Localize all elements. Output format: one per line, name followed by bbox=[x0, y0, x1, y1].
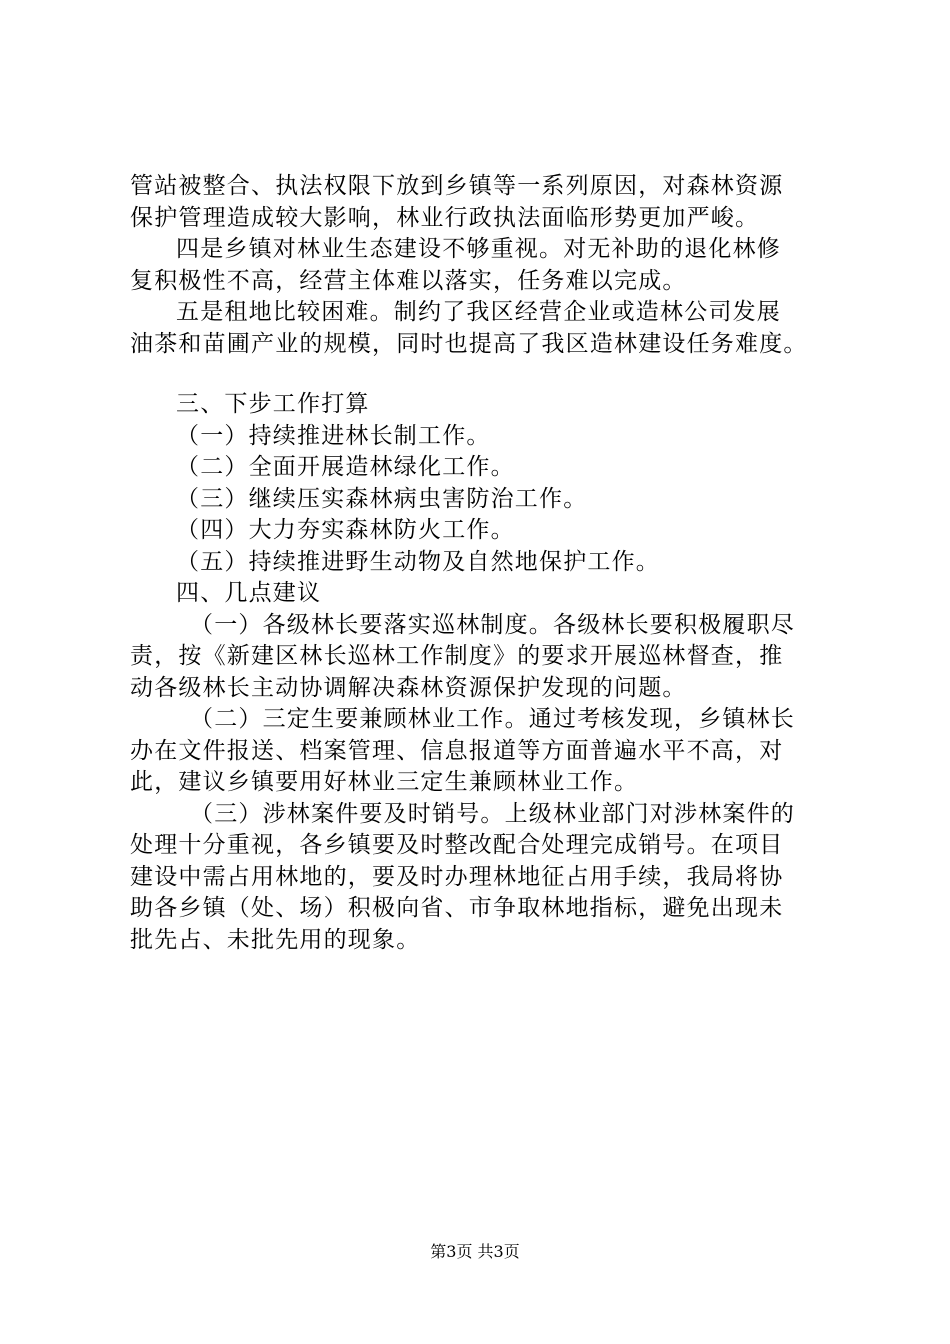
text-line: 办在文件报送、档案管理、信息报道等方面普遍水平不高，对 bbox=[130, 737, 784, 764]
text-line: 保护管理造成较大影响，林业行政执法面临形势更加严峻。 bbox=[130, 204, 760, 231]
text-line: 助各乡镇（处、场）积极向省、市争取林地指标，避免出现未 bbox=[130, 895, 784, 921]
list-item: （三）继续压实森林病虫害防治工作。 bbox=[176, 485, 588, 512]
paragraph-point-five bbox=[130, 297, 842, 360]
text-line: 建设中需占用林地的，要及时办理林地征占用手续，我局将协 bbox=[130, 863, 784, 890]
suggestion-paragraph bbox=[130, 704, 842, 799]
section-suggestions bbox=[130, 578, 842, 956]
list-item: （五）持续推进野生动物及自然地保护工作。 bbox=[176, 548, 660, 575]
text-line: 四是乡镇对林业生态建设不够重视。对无补助的退化林修 bbox=[176, 236, 781, 262]
text-line: 处理十分重视，各乡镇要及时整改配合处理完成销号。在项目 bbox=[130, 832, 784, 858]
document-body bbox=[130, 171, 842, 956]
text-line: （一）各级林长要落实巡林制度。各级林长要积极履职尽 bbox=[190, 611, 795, 638]
page-number: 第3页 共3页 bbox=[430, 1242, 520, 1261]
list-item: （一）持续推进林长制工作。 bbox=[176, 422, 491, 449]
text-line: （三）涉林案件要及时销号。上级林业部门对涉林案件的 bbox=[190, 800, 795, 827]
text-line: 复积极性不高，经营主体难以落实，任务难以完成。 bbox=[130, 267, 687, 294]
text-line: 管站被整合、执法权限下放到乡镇等一系列原因，对森林资源 bbox=[130, 173, 784, 199]
list-item: （四）大力夯实森林防火工作。 bbox=[176, 517, 515, 543]
section-next-steps bbox=[130, 389, 842, 578]
text-line: 此，建议乡镇要用好林业三定生兼顾林业工作。 bbox=[130, 769, 639, 795]
paragraph-enforcement bbox=[130, 171, 842, 234]
paragraph-point-four bbox=[130, 234, 842, 297]
text-line: 五是租地比较困难。制约了我区经营企业或造林公司发展 bbox=[176, 299, 781, 325]
list-item: （二）全面开展造林绿化工作。 bbox=[176, 454, 515, 480]
suggestion-paragraph bbox=[130, 610, 842, 705]
suggestion-paragraph bbox=[130, 799, 842, 957]
text-line: 批先占、未批先用的现象。 bbox=[130, 926, 421, 953]
text-line: 动各级林长主动协调解决森林资源保护发现的问题。 bbox=[130, 674, 687, 701]
text-line: 责，按《新建区林长巡林工作制度》的要求开展巡林督查，推 bbox=[130, 643, 784, 669]
section-heading: 四、几点建议 bbox=[176, 580, 322, 606]
text-line: 油茶和苗圃产业的规模，同时也提高了我区造林建设任务难度。 bbox=[130, 330, 808, 357]
text-line: （二）三定生要兼顾林业工作。通过考核发现，乡镇林长 bbox=[190, 706, 795, 732]
section-heading: 三、下步工作打算 bbox=[176, 391, 370, 417]
